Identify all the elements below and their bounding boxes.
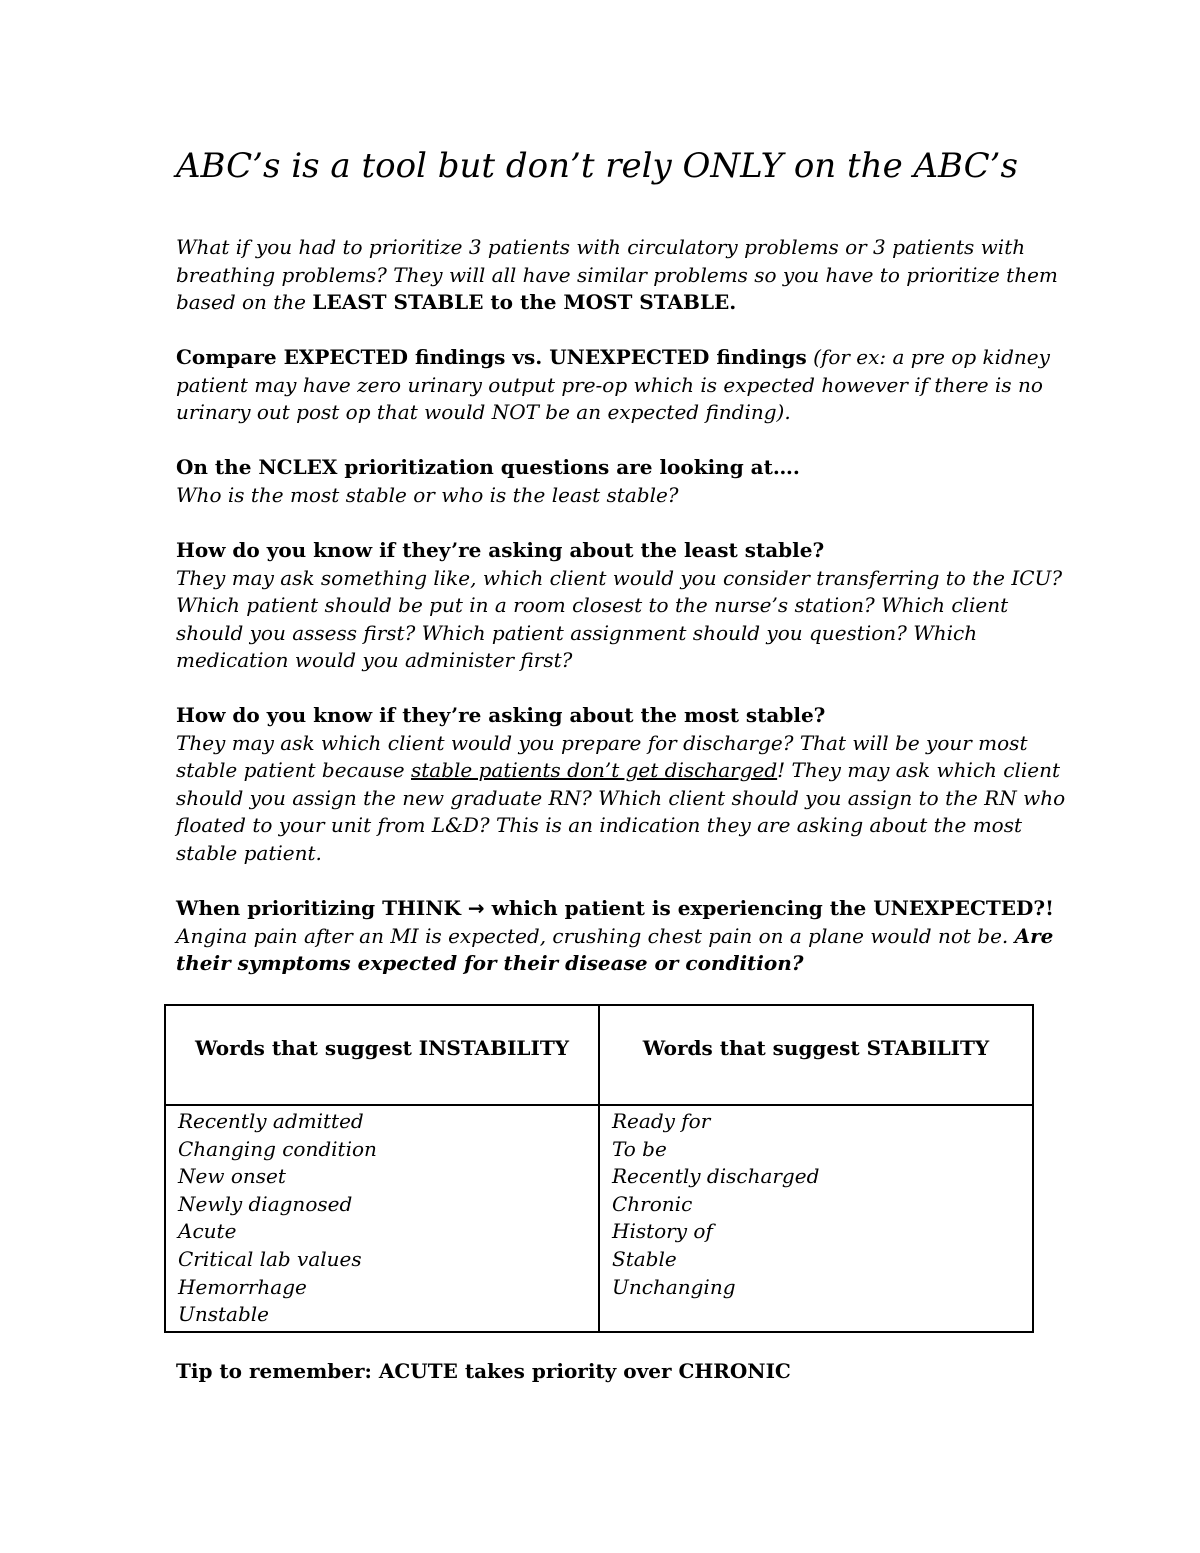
think-heading-end: which patient is experiencing the UNEXPECTED?! [484, 896, 1054, 920]
stability-header: Words that suggest STABILITY [599, 1005, 1033, 1105]
list-item: Hemorrhage [178, 1274, 307, 1299]
think-question-start: Are [1014, 923, 1054, 948]
think-example: Angina pain after an MI is expected, crushing chest pain on a plane would not be. [176, 923, 1015, 948]
intro-line-3 [176, 289, 1046, 317]
most-stable-line-2-end: ! They may ask which client [777, 758, 1061, 782]
least-stable-paragraph [176, 537, 1063, 675]
intro-emphasis: LEAST STABLE to the MOST STABLE. [312, 290, 737, 314]
least-stable-line-3: should you assess first? Which patient assignment should you question? Which [176, 620, 978, 645]
nclex-line: Who is the most stable or who is the least stable? [176, 482, 679, 507]
intro-line-3-text: based on the [176, 290, 313, 314]
most-stable-line-1: They may ask which client would you prepare for discharge? That will be your most [176, 730, 1028, 755]
nclex-heading: On the NCLEX prioritization questions are looking at…. [176, 455, 800, 479]
most-stable-line-5: stable patient. [176, 840, 322, 865]
list-item: Recently admitted [178, 1109, 364, 1133]
list-item: History of [612, 1219, 713, 1244]
compare-paragraph [176, 344, 1050, 427]
list-item: To be [612, 1136, 667, 1161]
least-stable-line-1: They may ask something like, which client would you consider transferring to the ICU? [176, 565, 1063, 590]
most-stable-line-2-start: stable patient because [176, 758, 411, 782]
tip-text: Tip to remember: ACUTE takes priority over CHRONIC [176, 1359, 791, 1383]
list-item: Unstable [178, 1302, 269, 1327]
list-item: New onset [178, 1164, 286, 1189]
list-item: Acute [178, 1219, 237, 1244]
compare-heading: Compare EXPECTED findings vs. UNEXPECTED findings [176, 345, 807, 369]
most-stable-paragraph [176, 702, 1066, 867]
stability-words-table [164, 1004, 1034, 1333]
least-stable-line-2: Which patient should be put in a room closest to the nurse’s station? Which client [176, 593, 1009, 617]
stability-words-cell [599, 1105, 1033, 1332]
list-item: Ready for [612, 1109, 711, 1133]
think-line-1 [176, 923, 1054, 951]
least-stable-line-4: medication would you administer first? [176, 648, 573, 672]
list-item: Chronic [612, 1191, 693, 1216]
think-paragraph [176, 895, 1054, 978]
intro-line-2: breathing problems? They will all have similar problems so you have to prioritize them [176, 262, 1058, 287]
most-stable-line-3: should you assign the new graduate RN? Which client should you assign to the RN who [176, 785, 1066, 810]
think-heading [176, 895, 1054, 923]
most-stable-underlined: stable patients don’t get discharged [411, 758, 778, 782]
intro-line-1: What if you had to prioritize 3 patients with circulatory problems or 3 patients with [176, 235, 1026, 259]
list-item: Recently discharged [612, 1164, 820, 1189]
most-stable-line-2 [176, 757, 1061, 785]
list-item: Unchanging [612, 1274, 736, 1299]
list-item: Changing condition [178, 1136, 377, 1161]
instability-header: Words that suggest INSTABILITY [165, 1005, 599, 1105]
most-stable-heading: How do you know if they’re asking about the most stable? [176, 703, 826, 727]
compare-line-2: patient may have zero urinary output pre-op which is expected however if there is no [176, 372, 1043, 397]
compare-example-start: (for ex: a pre op kidney [806, 345, 1050, 369]
list-item: Newly diagnosed [178, 1191, 353, 1216]
compare-line-3: urinary out post op that would NOT be an expected finding). [176, 400, 791, 424]
page-title: ABC’s is a tool but don’t rely ONLY on the ABC’s [176, 146, 1018, 186]
most-stable-line-4: floated to your unit from L&D? This is an indication they are asking about the most [176, 813, 1023, 837]
compare-line-1 [176, 344, 1050, 372]
list-item: Critical lab values [178, 1246, 362, 1271]
intro-paragraph [176, 234, 1058, 317]
instability-words-cell [165, 1105, 599, 1332]
think-heading-start: When prioritizing THINK [176, 896, 468, 920]
right-arrow-icon: → [467, 896, 485, 920]
table-header-row [165, 1005, 1033, 1105]
think-question-end: their symptoms expected for their disease or condition? [176, 951, 804, 975]
nclex-paragraph [176, 454, 1046, 509]
table-row [165, 1105, 1033, 1332]
list-item: Stable [612, 1246, 677, 1271]
least-stable-heading: How do you know if they’re asking about the least stable? [176, 538, 825, 562]
